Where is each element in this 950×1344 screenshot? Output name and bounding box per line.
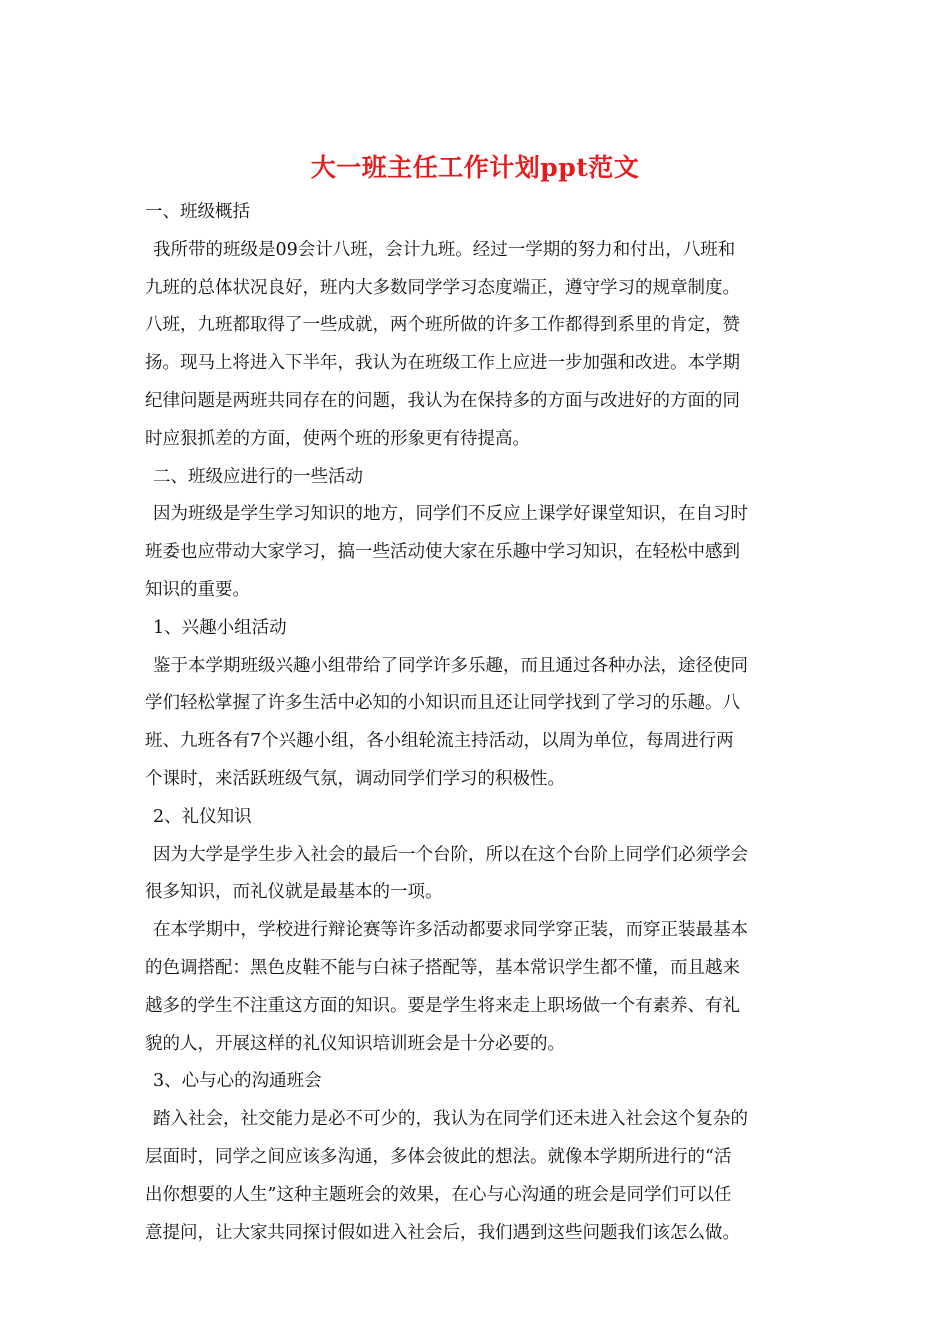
text-line: 因为大学是学生步入社会的最后一个台阶，所以在这个台阶上同学们必须学会 [153, 844, 748, 865]
text-line: 3、心与心的沟通班会 [153, 1071, 322, 1092]
text-line: 越多的学生不注重这方面的知识。要是学生将来走上职场做一个有素养、有礼 [145, 995, 740, 1016]
text-line: 扬。现马上将进入下半年，我认为在班级工作上应进一步加强和改进。本学期 [145, 353, 740, 374]
text-line: 1、兴趣小组活动 [153, 617, 287, 638]
text-line: 班委也应带动大家学习，搞一些活动使大家在乐趣中学习知识，在轻松中感到 [145, 542, 740, 563]
text-line: 知识的重要。 [145, 579, 250, 600]
document-body [145, 194, 810, 1252]
text-line: 出你想要的人生”这种主题班会的效果，在心与心沟通的班会是同学们可以任 [145, 1184, 732, 1205]
text-line: 的色调搭配：黑色皮鞋不能与白袜子搭配等，基本常识学生都不懂，而且越来 [145, 957, 740, 978]
text-line: 时应狠抓差的方面，使两个班的形象更有待提高。 [145, 428, 530, 449]
text-line: 鉴于本学期班级兴趣小组带给了同学许多乐趣，而且通过各种办法，途径使同 [153, 655, 748, 676]
text-line: 我所带的班级是09会计八班，会计九班。经过一学期的努力和付出，八班和 [153, 239, 736, 260]
text-line: 学们轻松掌握了许多生活中必知的小知识而且还让同学找到了学习的乐趣。八 [145, 693, 740, 714]
text-line: 踏入社会，社交能力是必不可少的，我认为在同学们还未进入社会这个复杂的 [153, 1109, 748, 1130]
text-line: 很多知识，而礼仪就是最基本的一项。 [145, 882, 443, 903]
text-line: 因为班级是学生学习知识的地方，同学们不反应上课学好课堂知识，在自习时 [153, 504, 748, 525]
text-line: 2、礼仪知识 [153, 806, 252, 827]
document-title: 大一班主任工作计划ppt范文 [310, 153, 640, 182]
text-line: 意提问，让大家共同探讨假如进入社会后，我们遇到这些问题我们该怎么做。 [145, 1222, 740, 1243]
text-line: 班、九班各有7个兴趣小组，各小组轮流主持活动，以周为单位，每周进行两 [145, 731, 734, 752]
text-line: 九班的总体状况良好，班内大多数同学学习态度端正，遵守学习的规章制度。 [145, 277, 740, 298]
text-line: 一、班级概括 [145, 202, 250, 222]
text-line: 层面时，同学之间应该多沟通，多体会彼此的想法。就像本学期所进行的“活 [145, 1146, 732, 1167]
text-line: 纪律问题是两班共同存在的问题，我认为在保持多的方面与改进好的方面的同 [145, 390, 740, 411]
text-line: 二、班级应进行的一些活动 [153, 466, 363, 487]
text-line: 貌的人，开展这样的礼仪知识培训班会是十分必要的。 [145, 1033, 565, 1054]
text-line: 个课时，来活跃班级气氛，调动同学们学习的积极性。 [145, 768, 565, 789]
text-line: 八班，九班都取得了一些成就，两个班所做的许多工作都得到系里的肯定，赞 [145, 315, 740, 336]
text-line: 在本学期中，学校进行辩论赛等许多活动都要求同学穿正装，而穿正装最基本 [153, 920, 748, 941]
